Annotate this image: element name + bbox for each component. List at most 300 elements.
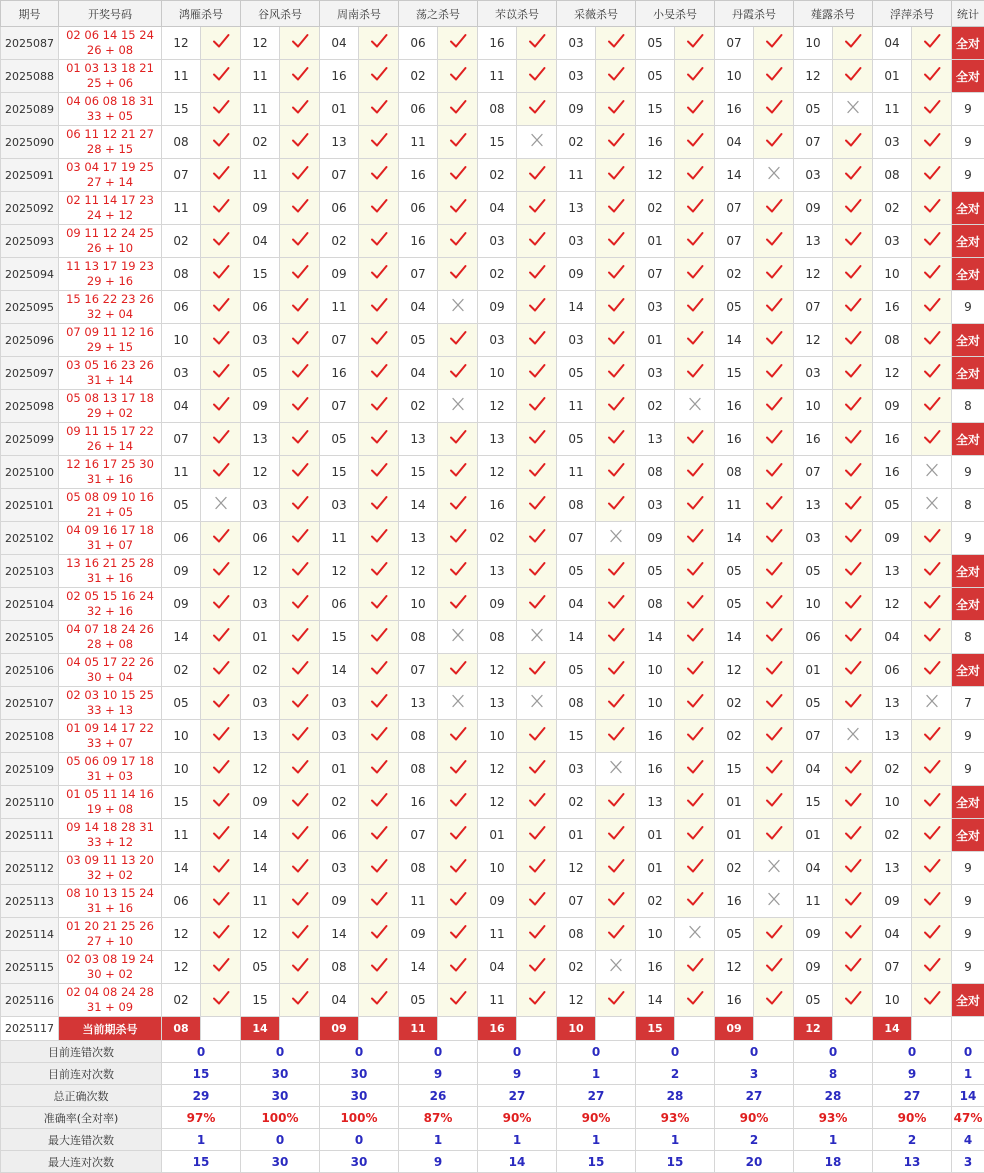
check-icon <box>359 984 399 1017</box>
summary-value: 1 <box>162 1129 241 1151</box>
kill-number: 04 <box>320 27 359 60</box>
period-cell: 2025092 <box>1 192 59 225</box>
all-correct-badge: 全对 <box>952 60 984 93</box>
kill-number: 07 <box>794 126 833 159</box>
summary-value: 29 <box>162 1085 241 1107</box>
table-row <box>1 819 984 852</box>
kill-number: 02 <box>478 522 517 555</box>
bonus-number: 16 <box>118 274 133 288</box>
current-kill-number: 09 <box>715 1017 754 1041</box>
check-icon <box>675 159 715 192</box>
kill-number: 10 <box>636 918 675 951</box>
bonus-number: 16 <box>118 472 133 486</box>
current-kill-number: 12 <box>794 1017 833 1041</box>
cross-icon <box>754 159 794 192</box>
check-icon <box>201 27 241 60</box>
kill-number: 03 <box>478 324 517 357</box>
summary-row <box>1 1063 984 1085</box>
main-numbers: 08 10 13 15 24 31 <box>66 886 154 915</box>
check-icon <box>280 984 320 1017</box>
period-cell: 2025111 <box>1 819 59 852</box>
kill-number: 14 <box>241 819 280 852</box>
check-icon <box>438 489 478 522</box>
kill-number: 06 <box>241 522 280 555</box>
check-icon <box>596 654 636 687</box>
summary-row <box>1 1107 984 1129</box>
kill-number: 08 <box>478 93 517 126</box>
period-cell: 2025100 <box>1 456 59 489</box>
check-icon <box>754 720 794 753</box>
check-icon <box>833 753 873 786</box>
kill-number: 14 <box>162 852 201 885</box>
check-icon <box>912 357 952 390</box>
kill-number: 08 <box>162 258 201 291</box>
draw-numbers: 05 08 09 10 16 21 + 05 <box>59 489 162 522</box>
kill-number: 12 <box>241 753 280 786</box>
kill-number: 02 <box>241 654 280 687</box>
kill-number: 15 <box>162 93 201 126</box>
kill-number: 15 <box>715 753 754 786</box>
kill-number: 14 <box>241 852 280 885</box>
main-numbers: 05 06 09 17 18 31 <box>66 754 154 783</box>
kill-number: 05 <box>557 357 596 390</box>
check-icon <box>912 918 952 951</box>
kill-number: 03 <box>320 489 359 522</box>
draw-numbers: 06 11 12 21 27 28 + 15 <box>59 126 162 159</box>
kill-number: 03 <box>636 357 675 390</box>
draw-numbers: 02 11 14 17 23 24 + 12 <box>59 192 162 225</box>
check-icon <box>833 456 873 489</box>
kill-number: 13 <box>873 687 912 720</box>
summary-value: 30 <box>320 1151 399 1173</box>
check-icon <box>596 984 636 1017</box>
check-icon <box>438 522 478 555</box>
check-icon <box>517 588 557 621</box>
check-icon <box>201 852 241 885</box>
check-icon <box>912 192 952 225</box>
kill-number: 09 <box>794 918 833 951</box>
summary-value: 26 <box>399 1085 478 1107</box>
bonus-number: 10 <box>118 241 133 255</box>
check-icon <box>201 192 241 225</box>
kill-number: 13 <box>478 423 517 456</box>
kill-number: 01 <box>794 654 833 687</box>
correct-count: 7 <box>952 687 984 720</box>
check-icon <box>754 951 794 984</box>
table-row <box>1 951 984 984</box>
check-icon <box>438 93 478 126</box>
kill-number: 03 <box>241 489 280 522</box>
check-icon <box>280 423 320 456</box>
kill-number: 13 <box>636 423 675 456</box>
kill-number: 02 <box>557 786 596 819</box>
kill-number: 07 <box>399 819 438 852</box>
check-icon <box>438 225 478 258</box>
empty-cell <box>952 1017 984 1041</box>
empty-cell <box>438 1017 478 1041</box>
check-icon <box>280 489 320 522</box>
cross-icon <box>596 951 636 984</box>
check-icon <box>675 951 715 984</box>
check-icon <box>754 753 794 786</box>
kill-number: 16 <box>320 60 359 93</box>
check-icon <box>201 654 241 687</box>
check-icon <box>438 555 478 588</box>
check-icon <box>754 60 794 93</box>
check-icon <box>517 918 557 951</box>
check-icon <box>675 984 715 1017</box>
check-icon <box>517 654 557 687</box>
kill-number: 14 <box>399 489 438 522</box>
check-icon <box>517 951 557 984</box>
kill-number: 14 <box>636 621 675 654</box>
cross-icon <box>912 489 952 522</box>
kill-number: 14 <box>715 159 754 192</box>
kill-number: 06 <box>873 654 912 687</box>
main-numbers: 05 08 13 17 18 29 <box>66 391 154 420</box>
all-correct-badge: 全对 <box>952 258 984 291</box>
kill-number: 05 <box>715 555 754 588</box>
check-icon <box>833 984 873 1017</box>
table-row <box>1 93 984 126</box>
summary-value: 30 <box>241 1063 320 1085</box>
check-icon <box>912 786 952 819</box>
draw-numbers: 09 11 12 24 25 26 + 10 <box>59 225 162 258</box>
kill-number: 03 <box>557 753 596 786</box>
table-row <box>1 852 984 885</box>
summary-value: 13 <box>873 1151 952 1173</box>
kill-number: 14 <box>636 984 675 1017</box>
check-icon <box>912 159 952 192</box>
main-numbers: 03 04 17 19 25 27 <box>66 160 154 189</box>
check-icon <box>912 885 952 918</box>
kill-number: 05 <box>399 324 438 357</box>
kill-number: 04 <box>557 588 596 621</box>
period-cell: 2025106 <box>1 654 59 687</box>
check-icon <box>517 390 557 423</box>
kill-number: 16 <box>636 720 675 753</box>
check-icon <box>596 786 636 819</box>
kill-number: 15 <box>399 456 438 489</box>
check-icon <box>675 687 715 720</box>
summary-value: 0 <box>478 1041 557 1063</box>
main-numbers: 02 04 08 24 28 31 <box>66 985 154 1014</box>
kill-number: 03 <box>557 60 596 93</box>
table-row <box>1 357 984 390</box>
period-cell: 2025087 <box>1 27 59 60</box>
table-row <box>1 522 984 555</box>
check-icon <box>912 852 952 885</box>
check-icon <box>359 951 399 984</box>
check-icon <box>912 621 952 654</box>
check-icon <box>754 786 794 819</box>
check-icon <box>675 225 715 258</box>
kill-number: 13 <box>873 555 912 588</box>
bonus-number: 08 <box>118 43 133 57</box>
kill-number: 03 <box>241 324 280 357</box>
check-icon <box>912 291 952 324</box>
kill-number: 05 <box>399 984 438 1017</box>
check-icon <box>675 852 715 885</box>
check-icon <box>359 654 399 687</box>
summary-value: 0 <box>715 1041 794 1063</box>
kill-number: 10 <box>794 27 833 60</box>
check-icon <box>201 918 241 951</box>
main-numbers: 01 09 14 17 22 33 <box>66 721 154 750</box>
kill-number: 05 <box>636 27 675 60</box>
check-icon <box>517 555 557 588</box>
check-icon <box>833 621 873 654</box>
summary-value: 20 <box>715 1151 794 1173</box>
check-icon <box>517 885 557 918</box>
draw-numbers: 03 05 16 23 26 31 + 14 <box>59 357 162 390</box>
check-icon <box>675 819 715 852</box>
draw-numbers: 01 05 11 14 16 19 + 08 <box>59 786 162 819</box>
summary-value: 100% <box>320 1107 399 1129</box>
summary-value: 1 <box>557 1129 636 1151</box>
all-correct-badge: 全对 <box>952 984 984 1017</box>
kill-number: 04 <box>873 918 912 951</box>
correct-count: 9 <box>952 753 984 786</box>
check-icon <box>438 819 478 852</box>
main-numbers: 02 06 14 15 24 26 <box>66 28 154 57</box>
kill-number: 05 <box>557 555 596 588</box>
summary-value: 9 <box>873 1063 952 1085</box>
summary-value: 1 <box>794 1129 873 1151</box>
bonus-number: 13 <box>118 703 133 717</box>
summary-value: 0 <box>162 1041 241 1063</box>
kill-number: 02 <box>557 126 596 159</box>
cross-icon <box>754 852 794 885</box>
check-icon <box>359 93 399 126</box>
correct-count: 9 <box>952 159 984 192</box>
check-icon <box>201 390 241 423</box>
period-cell: 2025090 <box>1 126 59 159</box>
kill-number: 01 <box>873 60 912 93</box>
check-icon <box>675 555 715 588</box>
bonus-number: 05 <box>118 109 133 123</box>
check-icon <box>280 621 320 654</box>
kill-number: 09 <box>241 390 280 423</box>
table-row <box>1 588 984 621</box>
check-icon <box>438 192 478 225</box>
check-icon <box>280 159 320 192</box>
draw-numbers: 15 16 22 23 26 32 + 04 <box>59 291 162 324</box>
expert-header: 鸿雁杀号 <box>162 1 241 27</box>
check-icon <box>833 489 873 522</box>
check-icon <box>754 687 794 720</box>
kill-number: 16 <box>715 984 754 1017</box>
kill-number: 10 <box>162 324 201 357</box>
kill-number: 11 <box>557 390 596 423</box>
check-icon <box>201 687 241 720</box>
check-icon <box>675 258 715 291</box>
main-numbers: 09 11 15 17 22 26 <box>66 424 154 453</box>
check-icon <box>833 522 873 555</box>
kill-number: 11 <box>241 885 280 918</box>
check-icon <box>280 324 320 357</box>
check-icon <box>201 159 241 192</box>
kill-number: 09 <box>794 951 833 984</box>
kill-number: 02 <box>873 819 912 852</box>
kill-number: 06 <box>399 27 438 60</box>
correct-count: 9 <box>952 885 984 918</box>
check-icon <box>754 654 794 687</box>
check-icon <box>438 126 478 159</box>
check-icon <box>675 885 715 918</box>
draw-numbers: 11 13 17 19 23 29 + 16 <box>59 258 162 291</box>
kill-number: 09 <box>873 885 912 918</box>
kill-number: 01 <box>636 852 675 885</box>
draw-numbers: 03 04 17 19 25 27 + 14 <box>59 159 162 192</box>
check-icon <box>201 819 241 852</box>
summary-total: 1 <box>952 1063 984 1085</box>
check-icon <box>596 93 636 126</box>
check-icon <box>280 687 320 720</box>
check-icon <box>280 357 320 390</box>
kill-number: 08 <box>557 489 596 522</box>
table-row <box>1 258 984 291</box>
table-row <box>1 225 984 258</box>
header-row <box>1 1 984 27</box>
kill-number: 06 <box>241 291 280 324</box>
current-kill-number: 09 <box>320 1017 359 1041</box>
kill-number: 13 <box>478 687 517 720</box>
kill-number: 07 <box>873 951 912 984</box>
kill-number: 03 <box>320 720 359 753</box>
summary-value: 0 <box>320 1041 399 1063</box>
kill-number: 08 <box>873 324 912 357</box>
summary-value: 90% <box>478 1107 557 1129</box>
period-cell: 2025101 <box>1 489 59 522</box>
check-icon <box>280 192 320 225</box>
draw-numbers: 04 09 16 17 18 31 + 07 <box>59 522 162 555</box>
kill-number: 12 <box>478 390 517 423</box>
kill-number: 09 <box>557 93 596 126</box>
check-icon <box>596 258 636 291</box>
kill-number: 03 <box>636 291 675 324</box>
check-icon <box>675 786 715 819</box>
period-cell: 2025105 <box>1 621 59 654</box>
check-icon <box>280 852 320 885</box>
draw-numbers: 01 09 14 17 22 33 + 07 <box>59 720 162 753</box>
check-icon <box>754 390 794 423</box>
check-icon <box>675 522 715 555</box>
kill-number: 01 <box>241 621 280 654</box>
summary-value: 18 <box>794 1151 873 1173</box>
kill-number: 01 <box>320 93 359 126</box>
cross-icon <box>517 687 557 720</box>
check-icon <box>833 126 873 159</box>
summary-total: 3 <box>952 1151 984 1173</box>
check-icon <box>675 753 715 786</box>
kill-number: 02 <box>241 126 280 159</box>
kill-number: 05 <box>715 291 754 324</box>
check-icon <box>280 258 320 291</box>
check-icon <box>359 27 399 60</box>
draw-numbers: 02 04 08 24 28 31 + 09 <box>59 984 162 1017</box>
check-icon <box>833 192 873 225</box>
kill-number: 01 <box>557 819 596 852</box>
kill-number: 15 <box>715 357 754 390</box>
kill-number: 13 <box>873 720 912 753</box>
kill-number: 10 <box>715 60 754 93</box>
check-icon <box>280 555 320 588</box>
period-cell: 2025115 <box>1 951 59 984</box>
summary-value: 14 <box>478 1151 557 1173</box>
expert-header: 薤露杀号 <box>794 1 873 27</box>
check-icon <box>912 654 952 687</box>
kill-number: 13 <box>241 720 280 753</box>
check-icon <box>833 555 873 588</box>
kill-number: 10 <box>478 720 517 753</box>
period-header: 期号 <box>1 1 59 27</box>
table-row <box>1 456 984 489</box>
kill-number: 05 <box>320 423 359 456</box>
kill-number: 02 <box>715 852 754 885</box>
kill-number: 11 <box>162 456 201 489</box>
kill-number: 14 <box>320 654 359 687</box>
check-icon <box>596 324 636 357</box>
draw-numbers: 09 11 15 17 22 26 + 14 <box>59 423 162 456</box>
kill-number: 01 <box>636 819 675 852</box>
cross-icon <box>675 390 715 423</box>
cross-icon <box>675 918 715 951</box>
kill-number: 02 <box>320 786 359 819</box>
bonus-number: 14 <box>118 439 133 453</box>
correct-count: 9 <box>952 951 984 984</box>
check-icon <box>359 225 399 258</box>
kill-number: 05 <box>636 60 675 93</box>
check-icon <box>517 192 557 225</box>
main-numbers: 03 09 11 13 20 32 <box>66 853 154 882</box>
check-icon <box>596 918 636 951</box>
empty-cell <box>675 1017 715 1041</box>
summary-total: 4 <box>952 1129 984 1151</box>
kill-number: 03 <box>557 27 596 60</box>
check-icon <box>438 951 478 984</box>
summary-label: 准确率(全对率) <box>1 1107 162 1129</box>
check-icon <box>517 357 557 390</box>
table-row <box>1 60 984 93</box>
cross-icon <box>517 621 557 654</box>
check-icon <box>912 588 952 621</box>
check-icon <box>596 357 636 390</box>
check-icon <box>438 357 478 390</box>
check-icon <box>359 885 399 918</box>
period-cell: 2025094 <box>1 258 59 291</box>
check-icon <box>201 588 241 621</box>
kill-number: 06 <box>794 621 833 654</box>
kill-number: 06 <box>320 819 359 852</box>
period-cell: 2025114 <box>1 918 59 951</box>
check-icon <box>596 687 636 720</box>
period-cell: 2025089 <box>1 93 59 126</box>
kill-number: 05 <box>794 93 833 126</box>
kill-number: 12 <box>241 27 280 60</box>
table-row <box>1 27 984 60</box>
check-icon <box>596 390 636 423</box>
kill-number: 16 <box>715 885 754 918</box>
check-icon <box>438 60 478 93</box>
kill-number: 12 <box>320 555 359 588</box>
cross-icon <box>201 489 241 522</box>
kill-number: 07 <box>715 225 754 258</box>
kill-number: 16 <box>715 390 754 423</box>
summary-value: 1 <box>557 1063 636 1085</box>
check-icon <box>359 687 399 720</box>
check-icon <box>596 225 636 258</box>
